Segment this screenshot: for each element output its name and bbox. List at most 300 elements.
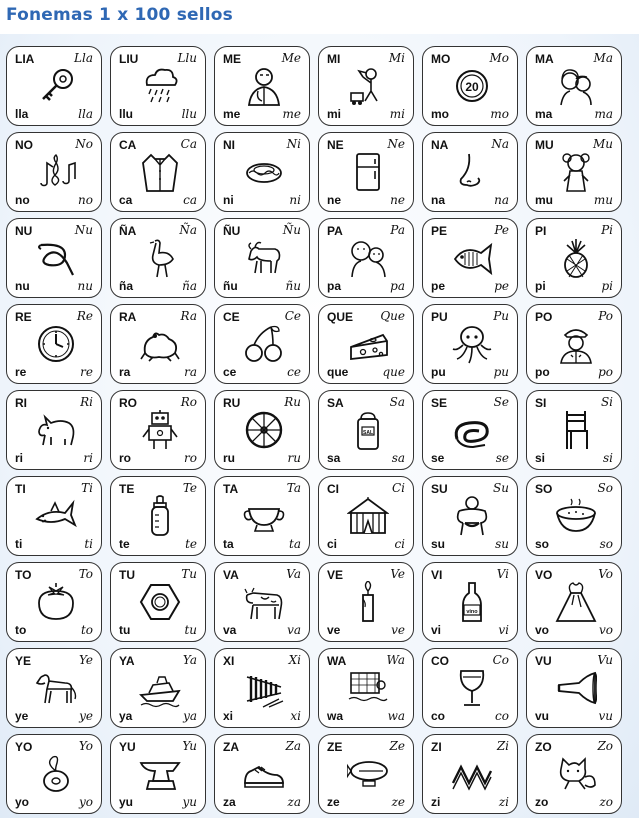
nut-icon — [139, 581, 181, 623]
stamp-card-va — [214, 562, 310, 642]
syllable-uppercase: ZO — [535, 740, 552, 754]
stamp-card-ve — [318, 562, 414, 642]
syllable-lowercase: yu — [119, 795, 134, 809]
syllable-cursive-lowercase: ce — [287, 365, 301, 379]
father-child-icon — [347, 237, 389, 279]
stamp-card-sa — [318, 390, 414, 470]
chair-icon — [555, 409, 597, 451]
syllable-cursive-lowercase: ya — [183, 709, 197, 723]
bowl-icon — [243, 495, 285, 537]
stamp-card-so — [526, 476, 622, 556]
shirt-icon — [139, 151, 181, 193]
syllable-cursive-lowercase: ve — [391, 623, 405, 637]
syllable-cursive-lowercase: se — [495, 451, 509, 465]
syllable-cursive-lowercase: ma — [594, 107, 613, 121]
syllable-uppercase: SO — [535, 482, 553, 496]
svg-text:vino: vino — [466, 609, 478, 615]
header — [0, 0, 639, 34]
syllable-lowercase: ro — [119, 451, 131, 465]
syllable-uppercase: ÑA — [119, 224, 137, 238]
syllable-uppercase: TA — [223, 482, 239, 496]
syllable-uppercase: YE — [15, 654, 32, 668]
stamp-card-yo — [6, 734, 102, 814]
syllable-cursive-lowercase: mi — [389, 107, 405, 121]
syllable-cursive-uppercase: Yo — [78, 739, 93, 753]
fish-icon — [451, 237, 493, 279]
coin-icon — [451, 65, 493, 107]
syllable-uppercase: ZI — [431, 740, 442, 754]
stamp-card-su — [422, 476, 518, 556]
syllable-cursive-lowercase: ra — [184, 365, 197, 379]
rhino-icon — [35, 409, 77, 451]
vuvuzela-icon — [555, 667, 597, 709]
syllable-lowercase: va — [223, 623, 237, 637]
stamp-grid — [6, 46, 622, 814]
syllable-lowercase: te — [119, 537, 130, 551]
svg-text:SAL: SAL — [363, 430, 373, 436]
syllable-uppercase: RI — [15, 396, 27, 410]
mother-child-icon — [555, 65, 597, 107]
syllable-cursive-uppercase: Zi — [496, 739, 509, 753]
stamp-card-to — [6, 562, 102, 642]
circus-tent-icon — [347, 495, 389, 537]
syllable-cursive-lowercase: to — [80, 623, 93, 637]
syllable-uppercase: YO — [15, 740, 33, 754]
syllable-uppercase: NU — [15, 224, 33, 238]
robot-icon — [139, 409, 181, 451]
shoe-icon — [243, 753, 285, 795]
syllable-cursive-lowercase: zo — [599, 795, 613, 809]
stamp-card-ro — [110, 390, 206, 470]
syllable-cursive-lowercase: pu — [493, 365, 509, 379]
snake-icon — [451, 409, 493, 451]
syllable-cursive-uppercase: Si — [600, 395, 613, 409]
syllable-cursive-lowercase: ñu — [285, 279, 301, 293]
syllable-cursive-lowercase: ze — [391, 795, 405, 809]
syllable-cursive-uppercase: Pa — [390, 223, 405, 237]
key-icon — [35, 65, 77, 107]
stamp-card-vi — [422, 562, 518, 642]
syllable-cursive-lowercase: ci — [394, 537, 405, 551]
syllable-uppercase: TO — [15, 568, 32, 582]
syllable-cursive-lowercase: que — [382, 365, 405, 379]
stamp-card-xi — [214, 648, 310, 728]
anvil-icon — [139, 753, 181, 795]
page-title: Fonemas 1 x 100 sellos — [6, 5, 233, 25]
cherries-icon — [243, 323, 285, 365]
syllable-uppercase: TE — [119, 482, 135, 496]
syllable-cursive-uppercase: Ña — [179, 223, 197, 237]
syllable-lowercase: mi — [327, 107, 342, 121]
syllable-uppercase: NO — [15, 138, 33, 152]
syllable-cursive-lowercase: xi — [290, 709, 301, 723]
syllable-cursive-uppercase: Ne — [387, 137, 405, 151]
stamp-card-ti — [6, 476, 102, 556]
pineapple-icon — [555, 237, 597, 279]
stamp-card-vu — [526, 648, 622, 728]
syllable-cursive-lowercase: so — [599, 537, 613, 551]
syllable-uppercase: PU — [431, 310, 448, 324]
miner-icon — [347, 65, 389, 107]
syllable-lowercase: ña — [119, 279, 134, 293]
syllable-cursive-lowercase: ca — [183, 193, 197, 207]
stamp-card-lla — [6, 46, 102, 126]
syllable-lowercase: mu — [535, 193, 553, 207]
syllable-lowercase: to — [15, 623, 27, 637]
syllable-lowercase: ye — [15, 709, 29, 723]
stamp-card-pi — [526, 218, 622, 298]
syllable-cursive-lowercase: za — [287, 795, 301, 809]
xylophone-icon — [243, 667, 285, 709]
syllable-cursive-uppercase: Su — [493, 481, 509, 495]
syllable-uppercase: TU — [119, 568, 135, 582]
syllable-cursive-lowercase: na — [494, 193, 509, 207]
syllable-lowercase: na — [431, 193, 446, 207]
syllable-cursive-uppercase: Sa — [389, 395, 405, 409]
doctor-icon — [243, 65, 285, 107]
syllable-uppercase: CO — [431, 654, 449, 668]
syllable-cursive-uppercase: Ta — [286, 481, 301, 495]
syllable-cursive-lowercase: no — [78, 193, 93, 207]
stamp-card-nu — [6, 218, 102, 298]
syllable-uppercase: RO — [119, 396, 137, 410]
syllable-lowercase: ni — [223, 193, 234, 207]
syllable-uppercase: RU — [223, 396, 241, 410]
syllable-cursive-lowercase: ru — [287, 451, 301, 465]
syllable-cursive-lowercase: co — [495, 709, 509, 723]
syllable-cursive-uppercase: Ce — [284, 309, 301, 323]
syllable-cursive-uppercase: Xi — [288, 653, 301, 667]
zeppelin-icon — [347, 753, 389, 795]
syllable-cursive-uppercase: Llu — [177, 51, 197, 65]
syllable-cursive-uppercase: Za — [285, 739, 301, 753]
stamp-card-se — [422, 390, 518, 470]
syllable-lowercase: wa — [327, 709, 344, 723]
nest-icon — [243, 151, 285, 193]
syllable-cursive-uppercase: No — [75, 137, 93, 151]
syllable-cursive-uppercase: Pe — [494, 223, 509, 237]
syllable-uppercase: RE — [15, 310, 32, 324]
syllable-lowercase: vu — [535, 709, 550, 723]
stamp-card-wa — [318, 648, 414, 728]
syllable-cursive-uppercase: Ve — [390, 567, 405, 581]
syllable-lowercase: ve — [327, 623, 341, 637]
syllable-lowercase: tu — [119, 623, 131, 637]
syllable-uppercase: CE — [223, 310, 240, 324]
syllable-cursive-uppercase: Ñu — [282, 223, 301, 237]
syllable-lowercase: pi — [535, 279, 546, 293]
syllable-cursive-uppercase: Re — [76, 309, 93, 323]
wine-glass-icon — [451, 667, 493, 709]
syllable-uppercase: YA — [119, 654, 135, 668]
syllable-lowercase: pe — [431, 279, 446, 293]
stamp-card-yu — [110, 734, 206, 814]
candle-icon — [347, 581, 389, 623]
syllable-lowercase: ta — [223, 537, 234, 551]
stamp-card-ta — [214, 476, 310, 556]
syllable-cursive-lowercase: re — [80, 365, 93, 379]
syllable-cursive-lowercase: ne — [390, 193, 405, 207]
syllable-lowercase: ma — [535, 107, 553, 121]
syllable-uppercase: MA — [535, 52, 554, 66]
syllable-cursive-lowercase: lla — [78, 107, 93, 121]
syllable-cursive-lowercase: ri — [83, 451, 93, 465]
syllable-cursive-uppercase: Pi — [601, 223, 613, 237]
syllable-cursive-uppercase: Na — [491, 137, 509, 151]
syllable-uppercase: TI — [15, 482, 26, 496]
syllable-uppercase: MI — [327, 52, 341, 66]
octopus-icon — [451, 323, 493, 365]
syllable-cursive-uppercase: Co — [492, 653, 509, 667]
syllable-lowercase: que — [327, 365, 349, 379]
knot-icon — [35, 237, 77, 279]
stamp-card-me — [214, 46, 310, 126]
frog-icon — [139, 323, 181, 365]
syllable-uppercase: MO — [431, 52, 451, 66]
syllable-cursive-uppercase: Vi — [496, 567, 509, 581]
stamp-card-tu — [110, 562, 206, 642]
syllable-cursive-uppercase: Po — [598, 309, 613, 323]
syllable-cursive-uppercase: Vu — [597, 653, 613, 667]
stamp-card-ñu — [214, 218, 310, 298]
syllable-cursive-lowercase: sa — [391, 451, 405, 465]
syllable-cursive-lowercase: pe — [494, 279, 509, 293]
syllable-uppercase: ÑU — [223, 224, 241, 238]
stamp-card-ye — [6, 648, 102, 728]
syllable-cursive-lowercase: ni — [289, 193, 301, 207]
syllable-lowercase: pa — [327, 279, 342, 293]
syllable-lowercase: vi — [431, 623, 442, 637]
syllable-cursive-lowercase: vu — [598, 709, 613, 723]
syllable-cursive-lowercase: va — [287, 623, 301, 637]
syllable-uppercase: PE — [431, 224, 448, 238]
svg-text:20: 20 — [465, 80, 479, 94]
syllable-cursive-lowercase: wa — [387, 709, 405, 723]
stamp-card-po — [526, 304, 622, 384]
syllable-lowercase: xi — [223, 709, 234, 723]
stamp-card-ya — [110, 648, 206, 728]
syllable-cursive-uppercase: Ci — [391, 481, 405, 495]
syllable-lowercase: sa — [327, 451, 341, 465]
syllable-cursive-lowercase: vo — [598, 623, 613, 637]
syllable-cursive-uppercase: Yu — [182, 739, 197, 753]
syllable-uppercase: SU — [431, 482, 448, 496]
syllable-lowercase: zo — [535, 795, 549, 809]
yoyo-icon — [35, 753, 77, 795]
cheese-icon — [347, 323, 389, 365]
syllable-cursive-lowercase: mu — [593, 193, 613, 207]
stamp-card-vo — [526, 562, 622, 642]
syllable-lowercase: ri — [15, 451, 24, 465]
syllable-uppercase: PO — [535, 310, 553, 324]
syllable-uppercase: PA — [327, 224, 343, 238]
water-polo-icon — [347, 667, 389, 709]
syllable-cursive-lowercase: ña — [182, 279, 197, 293]
syllable-cursive-lowercase: te — [185, 537, 197, 551]
syllable-cursive-lowercase: ta — [289, 537, 301, 551]
syllable-lowercase: vo — [535, 623, 550, 637]
syllable-cursive-lowercase: pi — [601, 279, 613, 293]
syllable-uppercase: SA — [327, 396, 344, 410]
stamp-card-co — [422, 648, 518, 728]
syllable-lowercase: pu — [431, 365, 446, 379]
syllable-cursive-uppercase: Ca — [180, 137, 197, 151]
stamp-card-za — [214, 734, 310, 814]
stamp-card-ra — [110, 304, 206, 384]
stamp-card-pa — [318, 218, 414, 298]
syllable-lowercase: co — [431, 709, 446, 723]
salt-shaker-icon — [347, 409, 389, 451]
stamp-card-re — [6, 304, 102, 384]
stamp-card-pu — [422, 304, 518, 384]
syllable-cursive-uppercase: Mu — [592, 137, 613, 151]
syllable-uppercase: VU — [535, 654, 552, 668]
tomato-icon — [35, 581, 77, 623]
volcano-icon — [555, 581, 597, 623]
syllable-cursive-lowercase: nu — [77, 279, 93, 293]
syllable-cursive-uppercase: Que — [380, 309, 405, 323]
syllable-lowercase: ti — [15, 537, 23, 551]
stamp-card-llu — [110, 46, 206, 126]
stamp-card-pe — [422, 218, 518, 298]
syllable-lowercase: su — [431, 537, 446, 551]
syllable-lowercase: ne — [327, 193, 342, 207]
syllable-lowercase: ru — [223, 451, 235, 465]
stamp-card-ma — [526, 46, 622, 126]
yacht-icon — [139, 667, 181, 709]
syllable-cursive-uppercase: Ri — [80, 395, 93, 409]
syllable-lowercase: ra — [119, 365, 131, 379]
wheel-icon — [243, 409, 285, 451]
syllable-cursive-uppercase: Nu — [74, 223, 93, 237]
syllable-lowercase: ze — [327, 795, 340, 809]
syllable-cursive-uppercase: Mo — [489, 51, 509, 65]
syllable-cursive-lowercase: si — [603, 451, 613, 465]
syllable-cursive-uppercase: Lla — [74, 51, 93, 65]
nose-icon — [451, 151, 493, 193]
syllable-cursive-lowercase: vi — [498, 623, 509, 637]
syllable-cursive-lowercase: su — [495, 537, 509, 551]
syllable-uppercase: CI — [327, 482, 339, 496]
syllable-lowercase: so — [535, 537, 550, 551]
syllable-cursive-uppercase: Ru — [284, 395, 301, 409]
syllable-lowercase: ci — [327, 537, 338, 551]
syllable-cursive-lowercase: me — [282, 107, 301, 121]
rain-cloud-icon — [139, 65, 181, 107]
syllable-uppercase: QUE — [327, 310, 354, 324]
stamp-card-ci — [318, 476, 414, 556]
syllable-lowercase: llu — [119, 107, 133, 121]
stamp-card-que — [318, 304, 414, 384]
syllable-cursive-lowercase: ye — [79, 709, 93, 723]
syllable-cursive-lowercase: ro — [184, 451, 197, 465]
stamp-card-mi — [318, 46, 414, 126]
syllable-cursive-uppercase: Ya — [182, 653, 197, 667]
stamp-card-na — [422, 132, 518, 212]
stamp-card-te — [110, 476, 206, 556]
syllable-cursive-lowercase: tu — [184, 623, 197, 637]
stamp-card-no — [6, 132, 102, 212]
syllable-uppercase: NA — [431, 138, 449, 152]
syllable-cursive-uppercase: Wa — [386, 653, 405, 667]
syllable-cursive-uppercase: Ti — [81, 481, 93, 495]
syllable-uppercase: WA — [327, 654, 347, 668]
syllable-lowercase: me — [223, 107, 241, 121]
syllable-cursive-lowercase: yo — [78, 795, 93, 809]
baby-bottle-icon — [139, 495, 181, 537]
fridge-icon — [347, 151, 389, 193]
stamp-card-mu — [526, 132, 622, 212]
syllable-lowercase: po — [535, 365, 550, 379]
syllable-uppercase: VE — [327, 568, 344, 582]
stamp-card-zo — [526, 734, 622, 814]
syllable-cursive-uppercase: Se — [493, 395, 509, 409]
stamp-card-mo — [422, 46, 518, 126]
syllable-cursive-uppercase: Te — [182, 481, 197, 495]
syllable-cursive-uppercase: Ye — [79, 653, 93, 667]
syllable-uppercase: ME — [223, 52, 241, 66]
syllable-cursive-uppercase: So — [597, 481, 613, 495]
stamp-card-zi — [422, 734, 518, 814]
syllable-uppercase: MU — [535, 138, 554, 152]
syllable-cursive-uppercase: Ni — [286, 137, 301, 151]
soup-icon — [555, 495, 597, 537]
syllable-lowercase: mo — [431, 107, 449, 121]
syllable-lowercase: re — [15, 365, 27, 379]
syllable-uppercase: VO — [535, 568, 553, 582]
police-icon — [555, 323, 597, 365]
syllable-lowercase: si — [535, 451, 546, 465]
syllable-uppercase: NI — [223, 138, 235, 152]
syllable-cursive-uppercase: Zo — [597, 739, 613, 753]
syllable-cursive-uppercase: Pu — [493, 309, 509, 323]
syllable-lowercase: zi — [431, 795, 441, 809]
shark-icon — [35, 495, 77, 537]
syllable-cursive-lowercase: po — [598, 365, 613, 379]
syllable-uppercase: RA — [119, 310, 137, 324]
syllable-cursive-lowercase: zi — [498, 795, 509, 809]
syllable-lowercase: yo — [15, 795, 30, 809]
syllable-cursive-lowercase: pa — [390, 279, 405, 293]
stamp-card-ña — [110, 218, 206, 298]
fox-icon — [555, 753, 597, 795]
wine-bottle-icon — [451, 581, 493, 623]
wildebeest-icon — [243, 237, 285, 279]
syllable-cursive-uppercase: Mi — [388, 51, 405, 65]
stamp-card-ne — [318, 132, 414, 212]
mare-icon — [35, 667, 77, 709]
syllable-uppercase: NE — [327, 138, 344, 152]
syllable-uppercase: SI — [535, 396, 547, 410]
syllable-cursive-uppercase: Va — [286, 567, 301, 581]
syllable-lowercase: ñu — [223, 279, 238, 293]
syllable-cursive-uppercase: Vo — [598, 567, 613, 581]
stamp-card-ri — [6, 390, 102, 470]
ostrich-icon — [139, 237, 181, 279]
syllable-lowercase: za — [223, 795, 236, 809]
syllable-lowercase: no — [15, 193, 30, 207]
syllable-uppercase: ZE — [327, 740, 343, 754]
zigzag-icon — [451, 753, 493, 795]
syllable-uppercase: LIU — [119, 52, 139, 66]
syllable-cursive-lowercase: llu — [181, 107, 197, 121]
stamp-card-ze — [318, 734, 414, 814]
doll-icon — [555, 151, 597, 193]
syllable-cursive-uppercase: Ma — [593, 51, 613, 65]
syllable-uppercase: VI — [431, 568, 443, 582]
syllable-cursive-lowercase: yu — [182, 795, 197, 809]
sumo-icon — [451, 495, 493, 537]
